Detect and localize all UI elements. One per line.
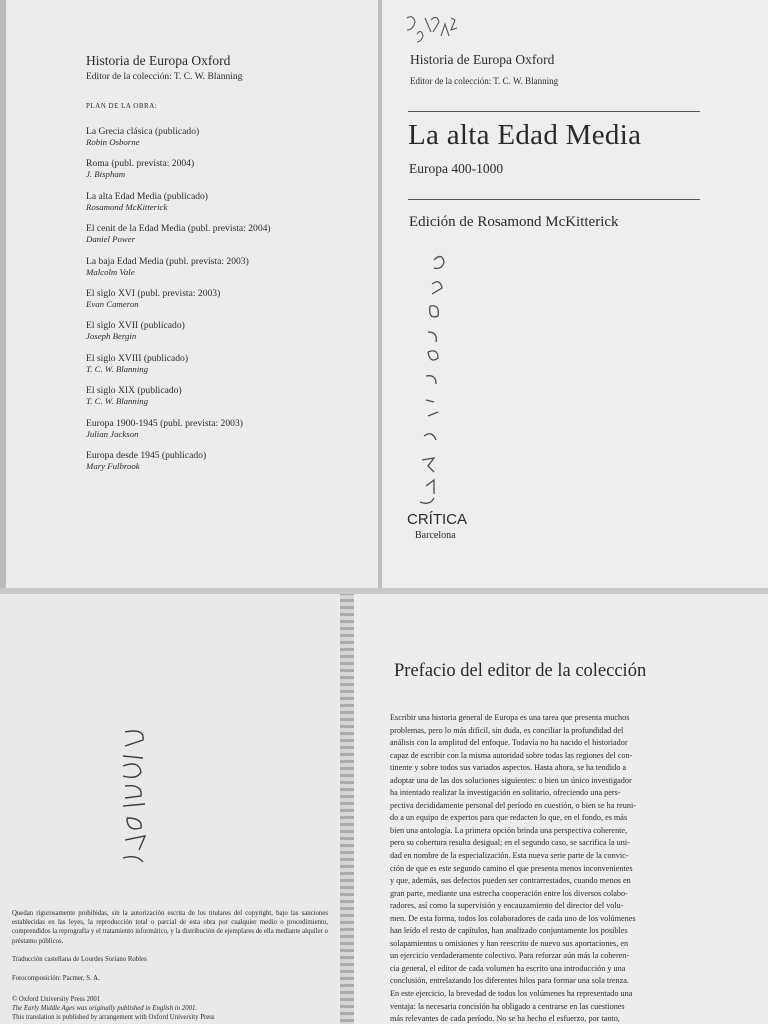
copyright-line: © Oxford University Press 2001 <box>12 996 101 1003</box>
handwritten-date-stamp <box>398 240 518 510</box>
preface-line: pero su cobertura resulta desigual; en el segundo caso, se sacrifica la uni- <box>390 838 630 848</box>
work-author: Joseph Bergin <box>86 331 137 342</box>
preface-line: capaz de escribir con la misma autoridad sobre todas las regiones del con- <box>390 750 633 760</box>
preface-line: tinente y sobre todos sus variados aspectos. Hasta ahora, se ha tendido a <box>390 763 627 773</box>
preface-line: En este ejercicio, la brevedad de todos los volúmenes ha representado una <box>390 989 633 999</box>
preface-line: y que, además, sus defectos pueden ser contrarrestados, cuando menos en <box>390 876 631 886</box>
work-title: La baja Edad Media (publ. prevista: 2003) <box>86 255 249 267</box>
preface-line: conclusión, entrelazando los diferentes hilos para formar una sola trenza. <box>390 976 629 986</box>
work-title: El siglo XIX (publicado) <box>86 385 182 397</box>
translation-credit: Traducción castellana de Lourdes Soriano Robles <box>12 956 147 963</box>
work-item <box>86 256 376 288</box>
work-title: El siglo XVIII (publicado) <box>86 352 189 364</box>
divider <box>408 199 700 200</box>
arrangement-note: This translation is published by arrangement with Oxford University Press <box>12 1014 215 1021</box>
preface-line: ha intentado realizar la investigación en solitario, ofreciendo una pers- <box>390 788 621 798</box>
work-item <box>86 320 376 352</box>
page-copyright <box>0 592 348 1024</box>
work-item <box>86 158 376 190</box>
preface-line: ción de que es este segundo camino el que presenta menos inconvenientes <box>390 863 633 873</box>
work-title: La alta Edad Media (publicado) <box>86 190 209 202</box>
work-title: La Grecia clásica (publicado) <box>86 126 200 137</box>
work-author: Robin Osborne <box>86 137 140 147</box>
work-item <box>86 126 376 158</box>
page-edge <box>0 0 6 592</box>
series-editor: Editor de la colección: T. C. W. Blanning <box>86 72 243 82</box>
work-author: T. C. W. Blanning <box>86 396 149 407</box>
work-title: Roma (publ. prevista: 2004) <box>86 158 195 170</box>
work-author: Malcolm Vale <box>86 266 135 277</box>
book-title: La alta Edad Media <box>408 119 642 151</box>
work-title: El siglo XVII (publicado) <box>86 320 185 332</box>
preface-line: bien una antología. La primera opción brinda una perspectiva coherente, <box>390 825 628 835</box>
preface-line: radores, así como la supervisión y encauzamiento del director del volu- <box>390 901 624 911</box>
work-author: J. Bispham <box>86 169 126 180</box>
work-author: Evan Cameron <box>86 298 139 309</box>
preface-heading: Prefacio del editor de la colección <box>394 661 647 681</box>
work-author: Julian Jackson <box>86 428 139 439</box>
preface-line: un ejercicio verdaderamente colectivo. Para reforzar aún más la coheren- <box>390 951 630 961</box>
preface-line: cia general, el editor de cada volumen ha escrito una introducción y una <box>390 963 626 973</box>
typesetting-credit: Fotocomposición: Pacmer, S. A. <box>12 975 100 982</box>
preface-line: pectiva decididamente personal del período en cuestión, o bien se ha reuni- <box>390 800 636 810</box>
preface-line: solapamientos u omisiones y han reescrito de nuevo sus aportaciones, en <box>390 938 629 948</box>
preface-line: han leído el resto de capítulos, han analizado conjuntamente los posibles <box>390 926 628 936</box>
title-page-editor: Editor de la colección: T. C. W. Blanning <box>410 76 559 86</box>
edition-line: Edición de Rosamond McKitterick <box>409 214 619 230</box>
book-subtitle: Europa 400-1000 <box>409 161 504 176</box>
series-title: Historia de Europa Oxford <box>86 53 231 68</box>
publisher-name: CRÍTICA <box>407 511 467 528</box>
spine-gutter <box>378 0 382 592</box>
divider <box>408 111 700 112</box>
plan-heading: PLAN DE LA OBRA: <box>86 102 158 110</box>
work-author: Mary Fulbrook <box>86 460 140 471</box>
preface-line: análisis con la amplitud del enfoque. Todavía no ha nacido el historiador <box>390 738 628 748</box>
work-title: Europa desde 1945 (publicado) <box>86 449 207 461</box>
original-edition-note: The Early Middle Ages was originally published in English in 2001. <box>12 1005 198 1012</box>
preface-line: problemas, pero lo más difícil, sin duda, es conciliar la profundidad del <box>390 725 624 735</box>
work-item <box>86 353 376 385</box>
work-author: Rosamond McKitterick <box>86 201 168 212</box>
preface-body <box>390 712 716 1024</box>
spine-gutter <box>340 592 354 1024</box>
page-preface <box>348 592 768 1024</box>
rights-notice: Quedan rigurosamente prohibidas, sin la autorización escrita de los titulares del copyright, bajo las sanciones establecidas en las leyes, la reproducción total o parcial de esta obra por cualquier medio o procedimiento, comprendidos la reprografía y el tratamiento informático, y la distribución de ejemplares de ella mediante alquiler o préstamo públicos. <box>12 910 328 945</box>
work-author: Daniel Power <box>86 234 136 245</box>
work-item <box>86 385 376 417</box>
preface-line: adoptar una de las dos soluciones siguientes: o bien un único investigador <box>390 775 632 785</box>
work-item <box>86 450 376 482</box>
works-list <box>86 126 376 482</box>
handwritten-inventory-number <box>105 722 165 872</box>
preface-line: dad en nombre de la especialización. Esta nueva serie parte de la convic- <box>390 851 629 861</box>
work-item <box>86 191 376 223</box>
preface-line: gran parte, mediante una estrecha cooperación entre los diversos colabo- <box>390 888 628 898</box>
work-item <box>86 223 376 255</box>
work-author: T. C. W. Blanning <box>86 363 149 374</box>
preface-line: ventaja: la necesaria concisión ha obligado a centrarse en las cuestiones <box>390 1001 625 1011</box>
preface-line: Escribir una historia general de Europa es una tarea que presenta muchos <box>390 713 630 722</box>
preface-line: men. De esta forma, todos los colaboradores de cada uno de los volúmenes <box>390 913 636 923</box>
work-title: El cenit de la Edad Media (publ. prevista: 2004) <box>86 223 271 235</box>
work-item <box>86 418 376 450</box>
work-title: El siglo XVI (publ. prevista: 2003) <box>86 287 221 299</box>
handwritten-shelfmark <box>401 12 471 52</box>
publisher-city: Barcelona <box>415 530 456 541</box>
page-series-plan <box>0 0 380 592</box>
preface-line: más relevantes de cada período. No se ha hecho el esfuerzo, por tanto, <box>390 1014 620 1024</box>
scan-seam <box>0 588 768 594</box>
title-page-series: Historia de Europa Oxford <box>410 52 555 67</box>
work-item <box>86 288 376 320</box>
work-title: Europa 1900-1945 (publ. prevista: 2003) <box>86 417 243 429</box>
preface-line: do a un equipo de expertos para que redacten lo que, en el fondo, es más <box>390 813 628 823</box>
